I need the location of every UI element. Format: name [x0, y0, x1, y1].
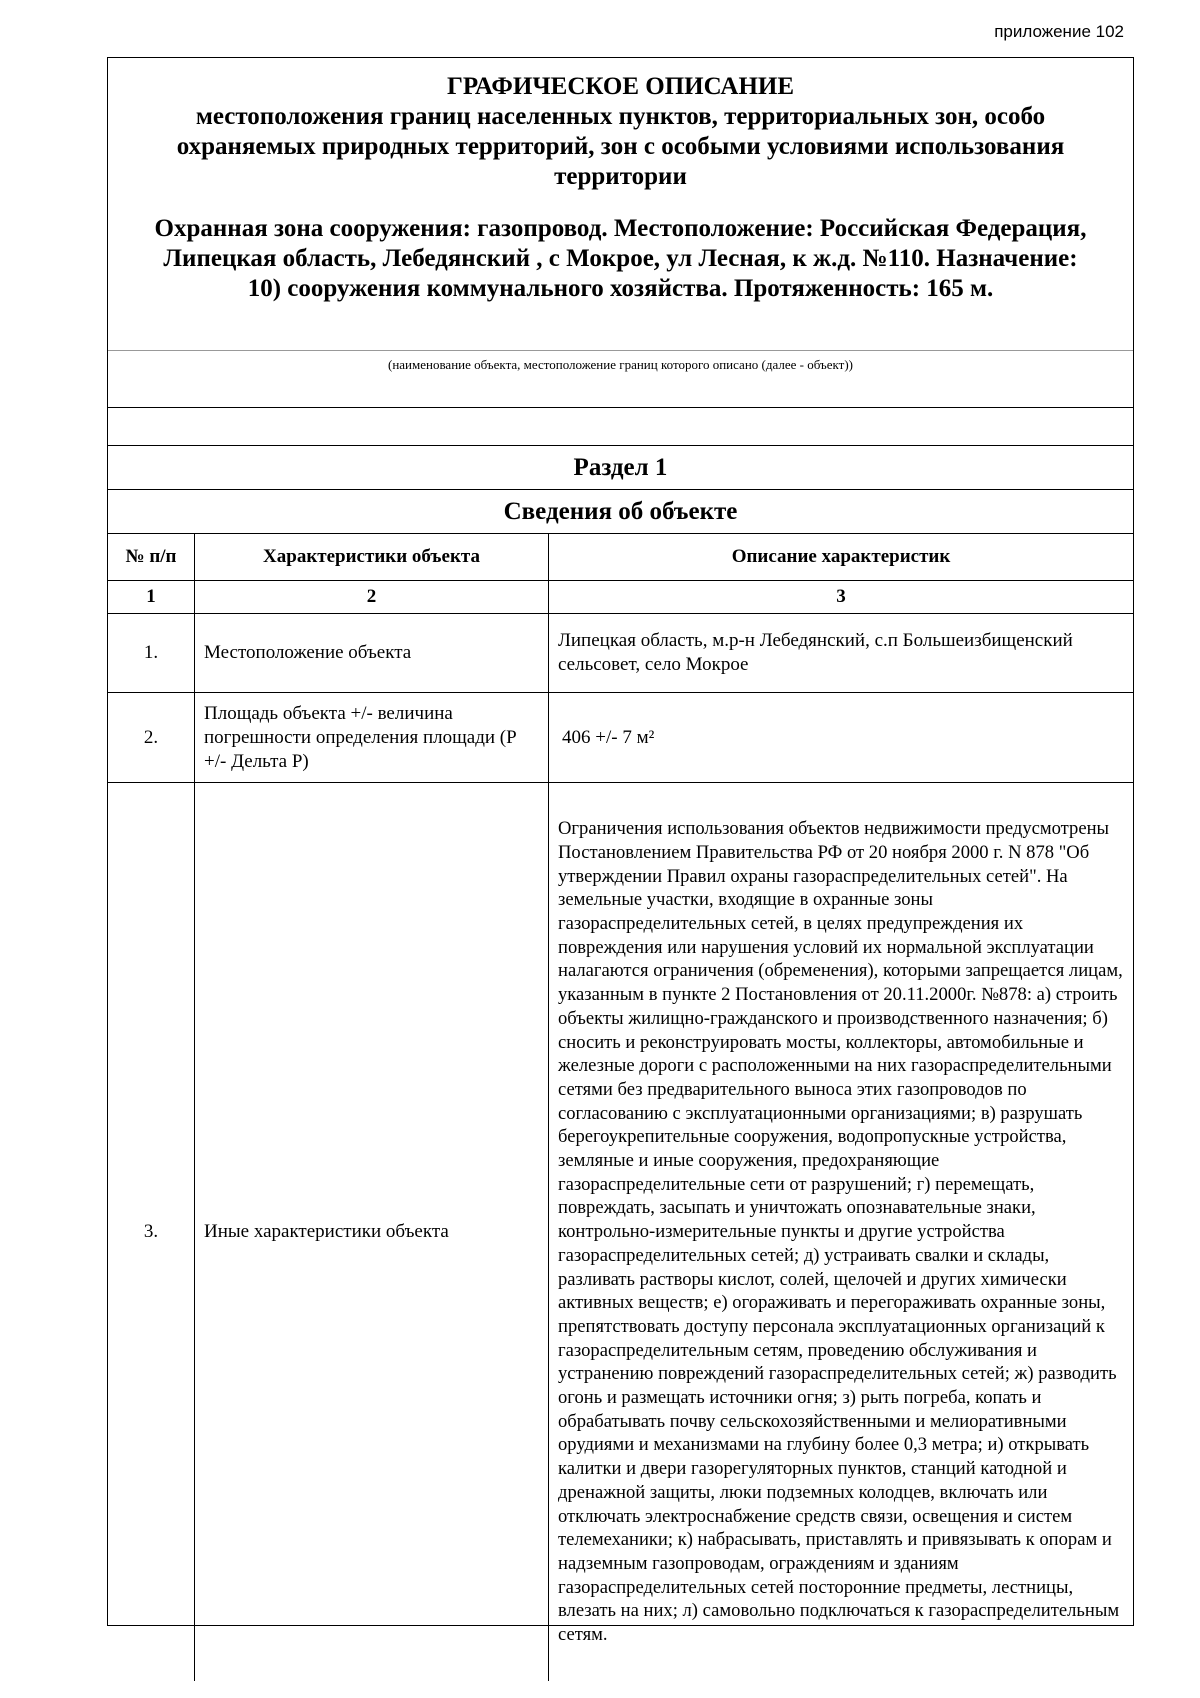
table-header-row: [108, 534, 1133, 581]
table-row: [108, 783, 1133, 1682]
column-number-3: 3: [549, 581, 1134, 614]
row-value: Ограничения использования объектов недвижимости предусмотрены Постановлением Правительства РФ от 20 ноября 2000 г. N 878 "Об утверждении Правил охраны газораспределительных сетей". На земельные участки, входящие в охранные зоны газораспределительных сетей, в целях предупреждения их повреждения или нарушения условий их нормальной эксплуатации налагаются ограничения (обременения), которыми запрещается лицам, указанным в пункте 2 Постановления от 20.11.2000г. №878: а) строить объекты жилищно-гражданского и производственного назначения; б) сносить и реконструировать мосты, коллекторы, автомобильные и железные дороги с расположенными на них газораспределительными сетями без предварительного выноса этих газопроводов по согласованию с эксплуатационными организациями; в) разрушать берегоукрепительные сооружения, водопропускные устройства, земляные и иные сооружения, предохраняющие газораспределительные сети от разрушений; г) перемещать, повреждать, засыпать и уничтожать опознавательные знаки, контрольно-измерительные пункты и другие устройства газораспределительных сетей; д) устраивать свалки и склады, разливать растворы кислот, солей, щелочей и других химически активных веществ; е) огораживать и перегораживать охранные зоны, препятствовать доступу персонала эксплуатационных организаций к газораспределительным сетям, проведению обслуживания и устранению повреждений газораспределительных сетей; ж) разводить огонь и размещать источники огня; з) рыть погреба, копать и обрабатывать почву сельскохозяйственными и мелиоративными орудиями и механизмами на глубину более 0,3 метра; и) открывать калитки и двери газорегуляторных пунктов, станций катодной и дренажной защиты, люки подземных колодцев, включать или отключать электроснабжение средств связи, освещения и систем телемеханики; к) набрасывать, приставлять и привязывать к опорам и надземным газопроводам, ограждениям и зданиям газораспределительных сетей посторонние предметы, лестницы, влезать на них; л) самовольно подключаться к газораспределительным сетям.: [558, 818, 1123, 1646]
row-name-cell: [195, 783, 549, 1682]
section-number: Раздел 1: [108, 446, 1133, 490]
spacer-row: [108, 408, 1133, 446]
row-value-cell: [549, 693, 1134, 783]
row-number: 2.: [108, 693, 195, 783]
document-frame: [107, 57, 1134, 1646]
document-title: ГРАФИЧЕСКОЕ ОПИСАНИЕ: [446, 73, 795, 100]
header-cell-characteristics: Характеристики объекта: [195, 534, 549, 581]
column-number-1: 1: [108, 581, 195, 614]
column-number-row: [108, 581, 1133, 614]
column-number-2: 2: [195, 581, 549, 614]
row-number: 3.: [108, 783, 195, 1682]
header-cell-description: Описание характеристик: [549, 534, 1134, 581]
row-name: Иные характеристики объекта: [204, 1221, 449, 1242]
row-value: Липецкая область, м.р-н Лебедянский, с.п Большеизбищенский сельсовет, село Мокрое: [558, 630, 1073, 675]
object-info-table: [108, 534, 1133, 1681]
object-caption: (наименование объекта, местоположение границ которого описано (далее - объект)): [108, 350, 1133, 398]
row-name: Площадь объекта +/- величина погрешности определения площади (Р +/- Дельта Р): [204, 702, 517, 772]
row-value-cell: [549, 614, 1134, 693]
row-value-cell: [549, 783, 1134, 1682]
section-title: Сведения об объекте: [108, 490, 1133, 534]
row-value: 406 +/- 7 м²: [562, 726, 655, 748]
document-subtitle: местоположения границ населенных пунктов, территориальных зон, особо охраняемых природных территорий, зон с особыми условиями использования территории: [176, 103, 1065, 190]
table-row: [108, 614, 1133, 693]
row-name: Местоположение объекта: [204, 642, 412, 663]
header-cell-number: № п/п: [108, 534, 195, 581]
document-header: [108, 58, 1133, 408]
row-name-cell: [195, 693, 549, 783]
table-row: [108, 693, 1133, 783]
appendix-label: приложение 102: [994, 22, 1124, 41]
row-name-cell: [195, 614, 549, 693]
row-number: 1.: [108, 614, 195, 693]
object-name: Охранная зона сооружения: газопровод. Местоположение: Российская Федерация, Липецкая область, Лебедянский , с Мокрое, ул Лесная, к ж.д. №110. Назначение: 10) сооружения коммунального хозяйства. Протяженность: 165 м.: [154, 215, 1087, 302]
